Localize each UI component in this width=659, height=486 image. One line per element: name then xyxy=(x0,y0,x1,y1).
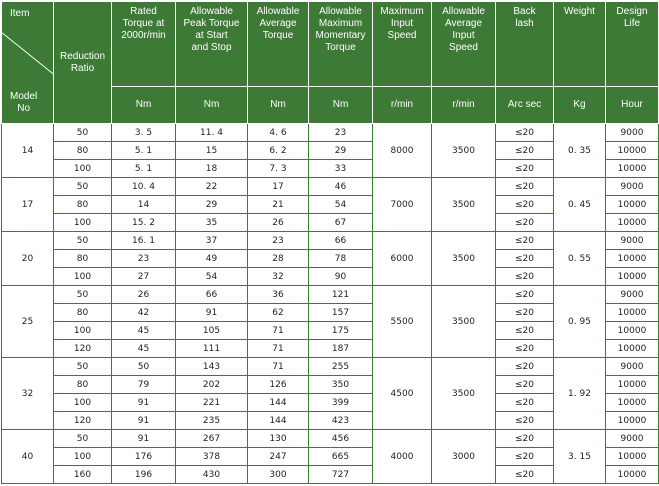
weight-cell: 3. 15 xyxy=(554,430,606,484)
rated-torque-cell: 3. 5 xyxy=(112,124,176,142)
table-row xyxy=(2,430,659,448)
unit-momentary-torque: Nm xyxy=(309,87,373,124)
backlash-cell: ≤20 xyxy=(496,376,554,394)
rated-torque-cell: 45 xyxy=(112,322,176,340)
average-torque-cell: 71 xyxy=(248,322,309,340)
avg-speed-cell: 3500 xyxy=(432,358,496,430)
peak-torque-cell: 378 xyxy=(176,448,248,466)
ratio-cell: 100 xyxy=(54,268,112,286)
backlash-cell: ≤20 xyxy=(496,304,554,322)
backlash-cell: ≤20 xyxy=(496,448,554,466)
peak-torque-cell: 15 xyxy=(176,142,248,160)
momentary-torque-cell: 23 xyxy=(309,124,373,142)
ratio-cell: 50 xyxy=(54,178,112,196)
ratio-cell: 50 xyxy=(54,232,112,250)
backlash-cell: ≤20 xyxy=(496,430,554,448)
rated-torque-header: Rated Torque at 2000r/min xyxy=(112,2,176,87)
ratio-cell: 100 xyxy=(54,448,112,466)
rated-torque-cell: 176 xyxy=(112,448,176,466)
momentary-torque-cell: 54 xyxy=(309,196,373,214)
ratio-cell: 80 xyxy=(54,304,112,322)
momentary-torque-header: Allowable Maximum Momentary Torque xyxy=(309,2,373,87)
weight-cell: 0. 45 xyxy=(554,178,606,232)
design-life-cell: 9000 xyxy=(606,124,659,142)
peak-torque-cell: 235 xyxy=(176,412,248,430)
ratio-cell: 80 xyxy=(54,196,112,214)
design-life-cell: 9000 xyxy=(606,286,659,304)
average-torque-cell: 32 xyxy=(248,268,309,286)
max-speed-cell: 4500 xyxy=(373,358,432,430)
peak-torque-cell: 111 xyxy=(176,340,248,358)
backlash-cell: ≤20 xyxy=(496,250,554,268)
backlash-cell: ≤20 xyxy=(496,268,554,286)
average-torque-cell: 130 xyxy=(248,430,309,448)
design-life-header: Design Life xyxy=(606,2,659,87)
reduction-ratio-header: Reduction Ratio xyxy=(54,2,112,124)
max-speed-cell: 6000 xyxy=(373,232,432,286)
backlash-cell: ≤20 xyxy=(496,142,554,160)
spec-table xyxy=(1,1,659,484)
design-life-cell: 10000 xyxy=(606,268,659,286)
design-life-cell: 10000 xyxy=(606,304,659,322)
peak-torque-cell: 35 xyxy=(176,214,248,232)
design-life-cell: 9000 xyxy=(606,178,659,196)
average-torque-cell: 7. 3 xyxy=(248,160,309,178)
ratio-cell: 50 xyxy=(54,358,112,376)
backlash-cell: ≤20 xyxy=(496,412,554,430)
design-life-cell: 10000 xyxy=(606,394,659,412)
peak-torque-cell: 29 xyxy=(176,196,248,214)
weight-cell: 0. 35 xyxy=(554,124,606,178)
design-life-cell: 9000 xyxy=(606,358,659,376)
average-torque-cell: 28 xyxy=(248,250,309,268)
average-torque-cell: 17 xyxy=(248,178,309,196)
backlash-cell: ≤20 xyxy=(496,340,554,358)
ratio-cell: 50 xyxy=(54,430,112,448)
average-torque-cell: 71 xyxy=(248,358,309,376)
average-torque-cell: 247 xyxy=(248,448,309,466)
average-torque-cell: 4. 6 xyxy=(248,124,309,142)
avg-speed-cell: 3500 xyxy=(432,232,496,286)
average-torque-cell: 126 xyxy=(248,376,309,394)
unit-life: Hour xyxy=(606,87,659,124)
design-life-cell: 10000 xyxy=(606,322,659,340)
momentary-torque-cell: 727 xyxy=(309,466,373,484)
average-torque-cell: 144 xyxy=(248,394,309,412)
peak-torque-cell: 202 xyxy=(176,376,248,394)
peak-torque-cell: 18 xyxy=(176,160,248,178)
rated-torque-cell: 15. 2 xyxy=(112,214,176,232)
rated-torque-cell: 5. 1 xyxy=(112,160,176,178)
peak-torque-cell: 91 xyxy=(176,304,248,322)
momentary-torque-cell: 350 xyxy=(309,376,373,394)
momentary-torque-cell: 66 xyxy=(309,232,373,250)
momentary-torque-cell: 665 xyxy=(309,448,373,466)
backlash-cell: ≤20 xyxy=(496,286,554,304)
max-speed-cell: 8000 xyxy=(373,124,432,178)
design-life-cell: 10000 xyxy=(606,142,659,160)
design-life-cell: 9000 xyxy=(606,232,659,250)
model-cell: 17 xyxy=(2,178,54,232)
momentary-torque-cell: 187 xyxy=(309,340,373,358)
table-row xyxy=(2,358,659,376)
rated-torque-cell: 91 xyxy=(112,394,176,412)
momentary-torque-cell: 121 xyxy=(309,286,373,304)
momentary-torque-cell: 67 xyxy=(309,214,373,232)
peak-torque-cell: 105 xyxy=(176,322,248,340)
peak-torque-cell: 37 xyxy=(176,232,248,250)
unit-max-speed: r/min xyxy=(373,87,432,124)
max-input-speed-header: Maximum Input Speed xyxy=(373,2,432,87)
design-life-cell: 10000 xyxy=(606,160,659,178)
unit-weight: Kg xyxy=(554,87,606,124)
design-life-cell: 10000 xyxy=(606,340,659,358)
average-torque-cell: 26 xyxy=(248,214,309,232)
table-row xyxy=(2,178,659,196)
ratio-cell: 80 xyxy=(54,376,112,394)
momentary-torque-cell: 46 xyxy=(309,178,373,196)
momentary-torque-cell: 255 xyxy=(309,358,373,376)
design-life-cell: 10000 xyxy=(606,376,659,394)
ratio-cell: 50 xyxy=(54,286,112,304)
ratio-cell: 80 xyxy=(54,142,112,160)
design-life-cell: 10000 xyxy=(606,196,659,214)
rated-torque-cell: 16. 1 xyxy=(112,232,176,250)
peak-torque-header: Allowable Peak Torque at Start and Stop xyxy=(176,2,248,87)
spec-body xyxy=(2,124,659,484)
unit-backlash: Arc sec xyxy=(496,87,554,124)
peak-torque-cell: 143 xyxy=(176,358,248,376)
max-speed-cell: 4000 xyxy=(373,430,432,484)
weight-cell: 0. 95 xyxy=(554,286,606,358)
model-cell: 40 xyxy=(2,430,54,484)
peak-torque-cell: 66 xyxy=(176,286,248,304)
ratio-cell: 100 xyxy=(54,160,112,178)
max-speed-cell: 7000 xyxy=(373,178,432,232)
backlash-cell: ≤20 xyxy=(496,358,554,376)
unit-rated-torque: Nm xyxy=(112,87,176,124)
avg-input-speed-header: Allowable Average Input Speed xyxy=(432,2,496,87)
backlash-cell: ≤20 xyxy=(496,124,554,142)
ratio-cell: 80 xyxy=(54,250,112,268)
weight-cell: 1. 92 xyxy=(554,358,606,430)
avg-speed-cell: 3500 xyxy=(432,124,496,178)
ratio-cell: 160 xyxy=(54,466,112,484)
momentary-torque-cell: 78 xyxy=(309,250,373,268)
model-cell: 25 xyxy=(2,286,54,358)
average-torque-cell: 62 xyxy=(248,304,309,322)
rated-torque-cell: 27 xyxy=(112,268,176,286)
momentary-torque-cell: 157 xyxy=(309,304,373,322)
rated-torque-cell: 91 xyxy=(112,430,176,448)
average-torque-cell: 144 xyxy=(248,412,309,430)
rated-torque-cell: 196 xyxy=(112,466,176,484)
weight-header: Weight xyxy=(554,2,606,87)
average-torque-cell: 300 xyxy=(248,466,309,484)
model-cell: 14 xyxy=(2,124,54,178)
model-cell: 32 xyxy=(2,358,54,430)
rated-torque-cell: 5. 1 xyxy=(112,142,176,160)
rated-torque-cell: 42 xyxy=(112,304,176,322)
design-life-cell: 10000 xyxy=(606,412,659,430)
backlash-cell: ≤20 xyxy=(496,160,554,178)
max-speed-cell: 5500 xyxy=(373,286,432,358)
model-cell: 20 xyxy=(2,232,54,286)
avg-speed-cell: 3500 xyxy=(432,178,496,232)
backlash-cell: ≤20 xyxy=(496,232,554,250)
peak-torque-cell: 49 xyxy=(176,250,248,268)
rated-torque-cell: 50 xyxy=(112,358,176,376)
ratio-cell: 100 xyxy=(54,214,112,232)
rated-torque-cell: 14 xyxy=(112,196,176,214)
momentary-torque-cell: 175 xyxy=(309,322,373,340)
rated-torque-cell: 26 xyxy=(112,286,176,304)
average-torque-cell: 71 xyxy=(248,340,309,358)
momentary-torque-cell: 33 xyxy=(309,160,373,178)
peak-torque-cell: 221 xyxy=(176,394,248,412)
backlash-cell: ≤20 xyxy=(496,322,554,340)
average-torque-cell: 36 xyxy=(248,286,309,304)
rated-torque-cell: 23 xyxy=(112,250,176,268)
ratio-cell: 120 xyxy=(54,412,112,430)
design-life-cell: 10000 xyxy=(606,448,659,466)
rated-torque-cell: 45 xyxy=(112,340,176,358)
rated-torque-cell: 10. 4 xyxy=(112,178,176,196)
weight-cell: 0. 55 xyxy=(554,232,606,286)
backlash-cell: ≤20 xyxy=(496,196,554,214)
peak-torque-cell: 267 xyxy=(176,430,248,448)
momentary-torque-cell: 90 xyxy=(309,268,373,286)
design-life-cell: 10000 xyxy=(606,214,659,232)
momentary-torque-cell: 29 xyxy=(309,142,373,160)
backlash-cell: ≤20 xyxy=(496,466,554,484)
average-torque-header: Allowable Average Torque xyxy=(248,2,309,87)
ratio-cell: 120 xyxy=(54,340,112,358)
unit-average-torque: Nm xyxy=(248,87,309,124)
design-life-cell: 10000 xyxy=(606,466,659,484)
design-life-cell: 10000 xyxy=(606,250,659,268)
avg-speed-cell: 3500 xyxy=(432,286,496,358)
momentary-torque-cell: 423 xyxy=(309,412,373,430)
backlash-cell: ≤20 xyxy=(496,178,554,196)
rated-torque-cell: 79 xyxy=(112,376,176,394)
design-life-cell: 9000 xyxy=(606,430,659,448)
average-torque-cell: 6. 2 xyxy=(248,142,309,160)
peak-torque-cell: 430 xyxy=(176,466,248,484)
unit-peak-torque: Nm xyxy=(176,87,248,124)
table-row xyxy=(2,286,659,304)
ratio-cell: 50 xyxy=(54,124,112,142)
average-torque-cell: 21 xyxy=(248,196,309,214)
ratio-cell: 100 xyxy=(54,322,112,340)
item-model-header xyxy=(2,2,54,124)
peak-torque-cell: 11. 4 xyxy=(176,124,248,142)
table-row xyxy=(2,124,659,142)
unit-avg-speed: r/min xyxy=(432,87,496,124)
peak-torque-cell: 54 xyxy=(176,268,248,286)
model-no-label: Model No xyxy=(10,91,38,114)
backlash-cell: ≤20 xyxy=(496,394,554,412)
average-torque-cell: 23 xyxy=(248,232,309,250)
item-label: Item xyxy=(10,8,30,19)
avg-speed-cell: 3000 xyxy=(432,430,496,484)
table-row xyxy=(2,232,659,250)
momentary-torque-cell: 399 xyxy=(309,394,373,412)
momentary-torque-cell: 456 xyxy=(309,430,373,448)
ratio-cell: 100 xyxy=(54,394,112,412)
rated-torque-cell: 91 xyxy=(112,412,176,430)
backlash-header: Back lash xyxy=(496,2,554,87)
peak-torque-cell: 22 xyxy=(176,178,248,196)
backlash-cell: ≤20 xyxy=(496,214,554,232)
